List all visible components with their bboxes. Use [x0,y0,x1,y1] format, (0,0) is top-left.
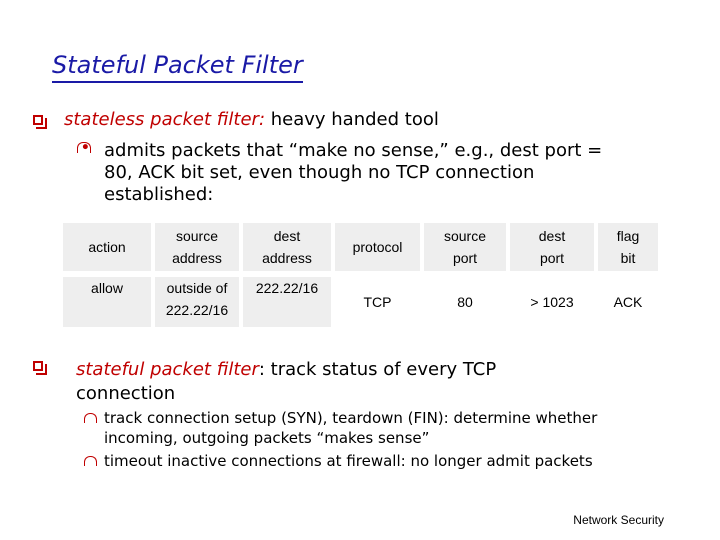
header-source-address-l1: source [175,228,219,244]
sub-bullet-timeout [104,451,664,471]
cell-protocol-value: TCP [363,294,392,310]
header-dest-port-l1: dest [538,228,566,244]
cell-action [63,277,151,327]
cell-source-address-l2: 222.22/16 [165,302,229,318]
footer-label: Network Security [573,513,664,527]
stateless-text: heavy handed tool [265,109,439,130]
cell-dest-address-value: 222.22/16 [255,280,319,296]
sub-bullet-m-icon [77,142,91,153]
header-dest-port [510,223,594,271]
sub1-line2: 80, ACK bit set, even though no TCP connection [104,162,535,183]
sub2-line2: incoming, outgoing packets “makes sense” [104,429,430,447]
slide-title: Stateful Packet Filter [52,50,303,83]
sub-bullet-m-icon [84,456,97,466]
cell-dest-port [510,277,594,327]
header-source-port-l1: source [443,228,487,244]
table-header-row [63,223,658,271]
cell-action-value: allow [91,280,123,296]
header-action-label: action [88,239,126,255]
sub-bullet-icon: ∙ [80,137,91,157]
header-source-address [155,223,239,271]
header-flag-bit-l1: flag [616,228,640,244]
cell-source-port-value: 80 [457,294,473,310]
header-source-port [424,223,506,271]
header-dest-port-l2: port [539,250,565,266]
bullet-stateless [64,108,439,132]
header-dest-address [243,223,331,271]
cell-protocol [335,277,420,327]
header-protocol-label: protocol [352,239,403,255]
header-source-address-l2: address [172,250,222,266]
cell-dest-address [243,277,331,327]
cell-dest-port-value: > 1023 [530,294,574,310]
header-dest-address-l2: address [262,250,312,266]
bullet-stateful-line2: connection [76,383,176,404]
cell-flag-bit [598,277,658,327]
sub-bullet-m-icon [84,413,97,423]
sub1-line1: admits packets that “make no sense,” e.g., dest port = [104,140,603,161]
cell-source-port [424,277,506,327]
sub-bullet-admits [104,140,664,206]
bullet-stateful [76,358,496,382]
header-action [63,223,151,271]
cell-flag-bit-value: ACK [613,294,643,310]
sub3-line1: timeout inactive connections at firewall: no longer admit packets [104,452,593,470]
stateful-term: stateful packet filter [76,359,259,380]
bullet-icon [33,115,47,129]
header-source-port-l2: port [452,250,478,266]
bullet-icon [33,361,47,375]
stateful-text: : track status of every TCP [258,359,497,380]
sub2-line1: track connection setup (SYN), teardown (FIN): determine whether [104,409,598,427]
header-dest-address-l1: dest [273,228,301,244]
packet-filter-table [63,223,658,327]
sub1-line3: established: [104,184,214,205]
cell-source-address [155,277,239,327]
sub-bullet-track-setup [104,408,664,448]
cell-source-address-l1: outside of [166,280,228,296]
header-flag-bit [598,223,658,271]
stateless-term: stateless packet filter: [64,109,266,130]
header-flag-bit-l2: bit [620,250,636,266]
table-row [63,277,658,327]
header-protocol [335,223,420,271]
